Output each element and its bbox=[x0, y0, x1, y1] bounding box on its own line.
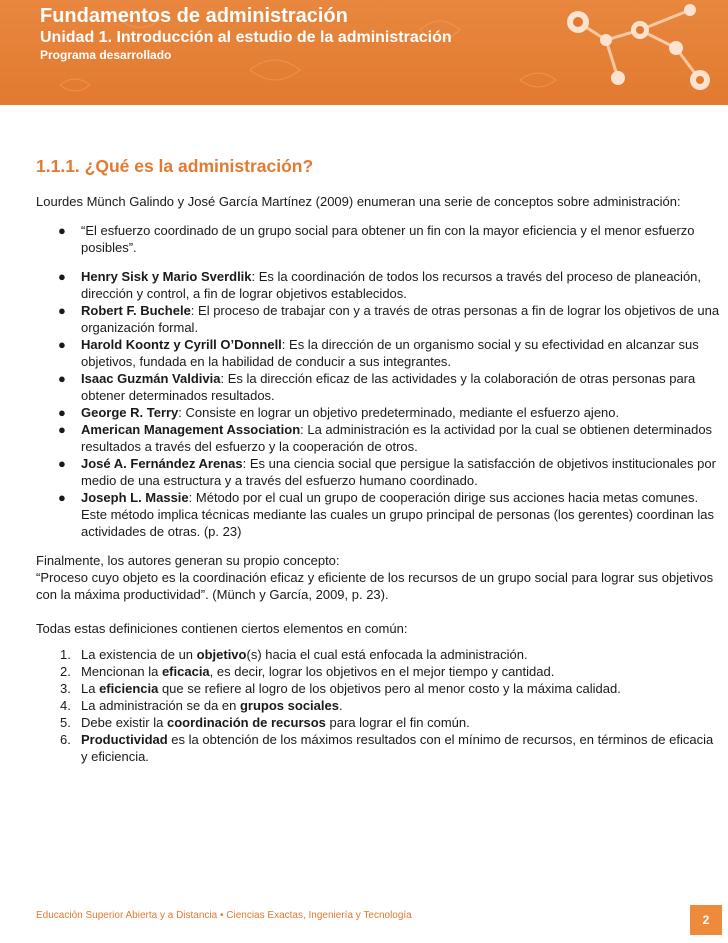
item-text: . bbox=[338, 698, 343, 713]
list-item bbox=[36, 268, 720, 302]
item-text: (s) hacia el cual está enfocada la administración. bbox=[246, 647, 528, 662]
footer-text: Educación Superior Abierta y a Distancia • Ciencias Exactas, Ingeniería y Tecnología bbox=[36, 910, 412, 921]
definition-text: : La administración es la actividad por la cual se obtienen determinados resultados a través del esfuerzo y la cooperación de otros. bbox=[81, 422, 713, 454]
item-text: La administración se da en bbox=[81, 698, 240, 713]
list-item bbox=[36, 646, 720, 663]
list-item bbox=[36, 404, 720, 421]
list-item bbox=[36, 421, 720, 455]
bullet-icon: ● bbox=[58, 490, 66, 505]
author-name: George R. Terry bbox=[81, 405, 179, 420]
item-keyword: coordinación de recursos bbox=[166, 715, 326, 730]
item-number: 2. bbox=[60, 664, 71, 679]
definition-text: : El proceso de trabajar con y a través de otras personas a fin de lograr los objetivos de una organización formal. bbox=[81, 303, 720, 335]
common-elements-intro: Todas estas definiciones contienen ciertos elementos en común: bbox=[36, 621, 408, 636]
section-title: 1.1.1. ¿Qué es la administración? bbox=[36, 156, 314, 176]
item-keyword: eficacia bbox=[161, 664, 210, 679]
list-item bbox=[36, 731, 720, 765]
bullet-icon: ● bbox=[58, 422, 66, 437]
item-keyword: Productividad bbox=[81, 732, 168, 747]
definition-text: : Método por el cual un grupo de cooperación dirige sus acciones hacia metas comunes. Este método implica técnicas mediante las cuales un grupo principal de personas (los gerentes) coordinan las actividades de otras. (p. 23) bbox=[81, 490, 715, 539]
page-number-badge: 2 bbox=[690, 905, 722, 935]
item-text: Mencionan la bbox=[81, 664, 162, 679]
definitions-list bbox=[36, 222, 720, 540]
list-item bbox=[36, 455, 720, 489]
author-name: Isaac Guzmán Valdivia bbox=[81, 371, 221, 386]
list-item bbox=[36, 663, 720, 680]
author-name: Harold Koontz y Cyrill O’Donnell bbox=[81, 337, 282, 352]
unit-title: Unidad 1. Introducción al estudio de la administración bbox=[40, 29, 452, 46]
bullet-icon: ● bbox=[58, 269, 66, 284]
list-item bbox=[36, 680, 720, 697]
definition-text: : Es una ciencia social que persigue la satisfacción de objetivos institucionales por medio de una estructura y a través del esfuerzo humano coordinado. bbox=[81, 456, 716, 488]
item-text: La bbox=[81, 681, 100, 696]
author-name: American Management Association bbox=[81, 422, 301, 437]
list-item bbox=[36, 370, 720, 404]
list-item bbox=[36, 336, 720, 370]
item-number: 4. bbox=[60, 698, 71, 713]
item-number: 5. bbox=[60, 715, 71, 730]
program-subtitle: Programa desarrollado bbox=[40, 48, 172, 62]
bullet-icon: ● bbox=[58, 405, 66, 420]
bullet-icon: ● bbox=[58, 456, 66, 471]
bullet-icon: ● bbox=[58, 223, 66, 238]
author-name: Henry Sisk y Mario Sverdlik bbox=[81, 269, 252, 284]
item-number: 3. bbox=[60, 681, 71, 696]
list-item bbox=[36, 697, 720, 714]
common-elements-list bbox=[36, 646, 720, 765]
item-text: para lograr el fin común. bbox=[325, 715, 470, 730]
list-item bbox=[36, 302, 720, 336]
conclusion-intro: Finalmente, los autores generan su propio concepto: bbox=[36, 553, 340, 568]
definition-text: : Es la dirección eficaz de las actividades y la colaboración de otras personas para obtener determinados resultados. bbox=[81, 371, 696, 403]
item-text: La existencia de un bbox=[81, 647, 197, 662]
list-item bbox=[36, 222, 720, 256]
item-number: 6. bbox=[60, 732, 71, 747]
intro-paragraph: Lourdes Münch Galindo y José García Martínez (2009) enumeran una serie de conceptos sobre administración: bbox=[36, 194, 681, 209]
header-banner bbox=[0, 0, 728, 105]
item-keyword: grupos sociales bbox=[239, 698, 339, 713]
document-body bbox=[36, 155, 720, 765]
bullet-icon: ● bbox=[58, 337, 66, 352]
list-item bbox=[36, 714, 720, 731]
item-text: , es decir, lograr los objetivos en el mejor tiempo y cantidad. bbox=[209, 664, 555, 679]
item-number: 1. bbox=[60, 647, 71, 662]
author-name: Joseph L. Massie bbox=[81, 490, 189, 505]
bullet-icon: ● bbox=[58, 371, 66, 386]
definition-text: : Consiste en lograr un objetivo predeterminado, mediante el esfuerzo ajeno. bbox=[178, 405, 620, 420]
course-title: Fundamentos de administración bbox=[40, 5, 348, 27]
quote-text: “El esfuerzo coordinado de un grupo social para obtener un fin con la mayor eficiencia y el menor esfuerzo posibles”. bbox=[81, 223, 695, 255]
list-item bbox=[36, 489, 720, 540]
conclusion-quote: “Proceso cuyo objeto es la coordinación eficaz y eficiente de los recursos de un grupo social para lograr sus objetivos con la máxima productividad”. (Münch y García, 2009, p. 23). bbox=[36, 570, 714, 602]
item-keyword: eficiencia bbox=[99, 681, 159, 696]
item-text: es la obtención de los máximos resultados con el mínimo de recursos, en términos de eficacia y eficiencia. bbox=[81, 732, 714, 764]
item-text: Debe existir la bbox=[81, 715, 167, 730]
definition-text: : Es la coordinación de todos los recursos a través del proceso de planeación, dirección y control, a fin de lograr objetivos establecidos. bbox=[81, 269, 702, 301]
author-name: José A. Fernández Arenas bbox=[81, 456, 243, 471]
bullet-icon: ● bbox=[58, 303, 66, 318]
definition-text: : Es la dirección de un organismo social y su efectividad en alcanzar sus objetivos, fundada en la habilidad de conducir a sus integrantes. bbox=[81, 337, 699, 369]
item-text: que se refiere al logro de los objetivos pero al menor costo y la máxima calidad. bbox=[158, 681, 621, 696]
item-keyword: objetivo bbox=[196, 647, 247, 662]
author-name: Robert F. Buchele bbox=[81, 303, 191, 318]
